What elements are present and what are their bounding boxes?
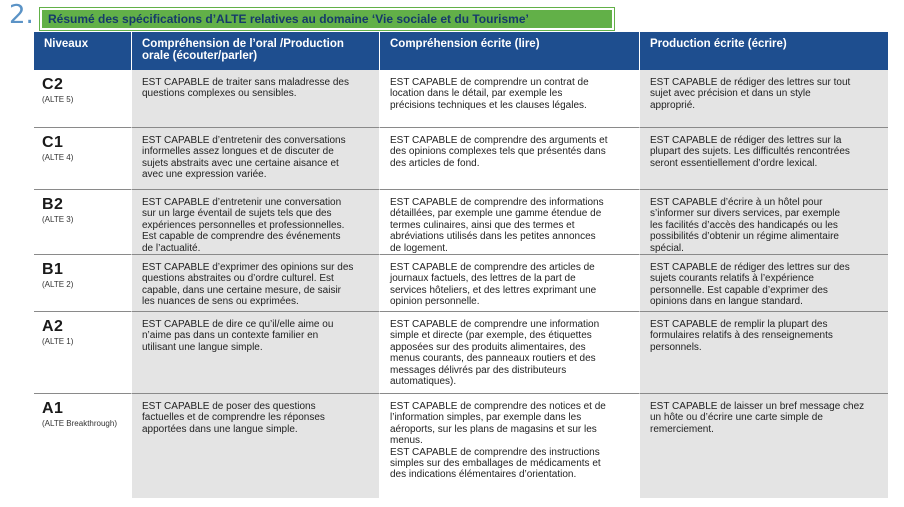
level-code: A2 xyxy=(42,318,64,336)
cell-text-line: seront essentiellement d’ordre lexical. xyxy=(650,157,818,169)
cell-text-line: personnelle. Est capable d’exprimer des xyxy=(650,284,828,296)
cell-text-line: messages délivrés par des distributeurs xyxy=(390,364,567,376)
oral-production-cell xyxy=(132,190,380,255)
cell-text-line: plupart des sujets. Les difficultés rencontrées xyxy=(650,146,850,158)
cell-text-line: location dans le détail, par exemple les xyxy=(390,88,563,100)
cell-text-line: sujets abstraits avec une certaine aisance et xyxy=(142,157,339,169)
header-line: Compréhension écrite (lire) xyxy=(390,38,540,50)
cell-text-line: formulaires relatifs à des renseignements xyxy=(650,330,833,342)
cell-text-line: menus courants, des panneaux routiers et des xyxy=(390,353,596,365)
cell-text-line: Est capable de comprendre des événements xyxy=(142,231,341,243)
oral-production-cell xyxy=(132,70,380,128)
cell-text-line: possibilités d’obtenir un régime alimentaire xyxy=(650,231,839,243)
cell-text-line: EST CAPABLE de comprendre des notices et de xyxy=(390,401,606,413)
cell-text-line: questions abstraites ou d’ordre culturel. Est xyxy=(142,273,334,285)
cell-text-line: précisions techniques et les clauses légales. xyxy=(390,99,587,111)
cell-text-line: EST CAPABLE de rédiger des lettres sur des xyxy=(650,262,850,274)
cell-text-line: des articles de fond. xyxy=(390,157,480,169)
cell-text-line: sujets courants relatifs à l’expérience xyxy=(650,273,814,285)
alte-level: (ALTE 3) xyxy=(42,215,74,224)
cell-text-line: de logement. xyxy=(390,242,448,254)
alte-level: (ALTE 5) xyxy=(42,95,74,104)
alte-level: (ALTE 2) xyxy=(42,280,74,290)
cell-text-line: EST CAPABLE de rédiger des lettres sur la xyxy=(650,135,842,146)
cell-text-line: remerciement. xyxy=(650,423,714,435)
cell-text-line: EST CAPABLE de comprendre des articles de xyxy=(390,262,595,274)
writing-cell xyxy=(640,394,888,498)
reading-cell xyxy=(380,312,640,394)
cell-text-line: s’informer sur divers services, par exemple xyxy=(650,208,841,220)
section-number: 2. xyxy=(9,0,34,30)
table-row xyxy=(34,70,888,128)
cell-text-line: EST CAPABLE de comprendre des informations xyxy=(390,197,604,208)
cell-text-line: EST CAPABLE de remplir la plupart des xyxy=(650,319,828,331)
cell-text-line: factuelles et de comprendre les réponses xyxy=(142,412,325,424)
header-line: Production écrite (écrire) xyxy=(650,38,787,50)
header-oral xyxy=(132,32,380,70)
reading-cell xyxy=(380,128,640,190)
cell-text-line: expériences personnelles et professionnelles. xyxy=(142,219,345,231)
cell-text-line: aéroports, sur les plans de magasins et sur les xyxy=(390,423,597,435)
cell-text-line: personnels. xyxy=(650,341,702,353)
writing-cell xyxy=(640,190,888,255)
cell-text-line: apposées sur des produits alimentaires, des xyxy=(390,341,586,353)
cell-text-line: EST CAPABLE de traiter sans maladresse des xyxy=(142,77,349,88)
table-row xyxy=(34,128,888,190)
table-header-row xyxy=(34,32,888,70)
cell-text-line: opinion personnelle. xyxy=(390,296,480,308)
level-code: C2 xyxy=(42,76,64,93)
cell-text-line: de l’actualité. xyxy=(142,242,201,254)
cell-text-line: EST CAPABLE d’exprimer des opinions sur des xyxy=(142,262,354,274)
cell-text-line: EST CAPABLE de comprendre des instructions xyxy=(390,446,600,458)
cell-text-line: journaux factuels, des lettres de la part de xyxy=(390,273,576,285)
level-code: C1 xyxy=(42,134,64,151)
cell-text-line: capable, dans une certaine mesure, de saisir xyxy=(142,284,342,296)
cell-text-line: spécial. xyxy=(650,242,684,254)
cell-text-line: EST CAPABLE de rédiger des lettres sur tout xyxy=(650,77,851,88)
level-code: B1 xyxy=(42,261,64,279)
writing-cell xyxy=(640,255,888,312)
cell-text-line: des opinions complexes tels que présentés dans xyxy=(390,146,606,158)
cell-text-line: EST CAPABLE d’écrire à un hôtel pour xyxy=(650,197,823,208)
cell-text-line: services hôteliers, et des lettres exprimant une xyxy=(390,284,597,296)
cell-text-line: sur un large éventail de sujets tels que des xyxy=(142,208,332,220)
cell-text-line: détaillées, par exemple une gamme étendue de xyxy=(390,208,602,220)
cell-text-line: questions complexes ou sensibles. xyxy=(142,88,297,100)
header-line: Compréhension de l’oral /Production xyxy=(142,38,344,50)
cell-text-line: EST CAPABLE d’entretenir une conversation xyxy=(142,197,342,208)
cell-text-line: sujet avec précision et dans un style xyxy=(650,88,811,100)
cell-text-line: avec une expression variée. xyxy=(142,169,267,181)
cell-text-line: informelles assez longues et de discuter de xyxy=(142,146,334,158)
level-cell xyxy=(34,190,132,255)
level-cell xyxy=(34,394,132,498)
cell-text-line: simples sur des emballages de médicaments et xyxy=(390,458,601,470)
writing-cell xyxy=(640,70,888,128)
cell-text-line: les nuances de sens ou exprimées. xyxy=(142,296,299,308)
header-line: Niveaux xyxy=(44,38,89,50)
oral-production-cell xyxy=(132,255,380,312)
level-code: B2 xyxy=(42,196,64,213)
level-cell xyxy=(34,312,132,394)
writing-cell xyxy=(640,312,888,394)
cell-text-line: EST CAPABLE de poser des questions xyxy=(142,401,316,413)
alte-level: (ALTE 1) xyxy=(42,337,74,347)
cell-text-line: EST CAPABLE de comprendre un contrat de xyxy=(390,77,589,88)
header-line: orale (écouter/parler) xyxy=(142,50,258,62)
cell-text-line: n’aime pas dans un contexte familier en xyxy=(142,330,319,342)
cell-text-line: apportées dans une langue simple. xyxy=(142,423,298,435)
header-levels xyxy=(34,32,132,70)
table-row xyxy=(34,255,888,312)
oral-production-cell xyxy=(132,312,380,394)
cell-text-line: automatiques). xyxy=(390,376,457,388)
alte-specifications-table xyxy=(34,32,888,498)
cell-text-line: l’information simples, par exemple dans les xyxy=(390,412,582,424)
table-row xyxy=(34,190,888,255)
cell-text-line: abréviations utilisés dans les petites annonces xyxy=(390,231,596,243)
oral-production-cell xyxy=(132,128,380,190)
title-banner xyxy=(40,8,614,30)
cell-text-line: EST CAPABLE de laisser un bref message chez xyxy=(650,401,865,413)
level-cell xyxy=(34,255,132,312)
cell-text-line: opinions dans en langue standard. xyxy=(650,296,803,308)
cell-text-line: un hôte ou d’écrire une carte simple de xyxy=(650,412,823,424)
cell-text-line: les facilités d’accès des handicapés ou les xyxy=(650,219,838,231)
cell-text-line: menus. xyxy=(390,435,423,447)
cell-text-line: EST CAPABLE de comprendre des arguments et xyxy=(390,135,608,146)
header-reading xyxy=(380,32,640,70)
header-writing xyxy=(640,32,888,70)
cell-text-line: utilisant une langue simple. xyxy=(142,341,263,353)
alte-level: (ALTE 4) xyxy=(42,153,74,162)
level-cell xyxy=(34,128,132,190)
cell-text-line: EST CAPABLE d’entretenir des conversations xyxy=(142,135,346,146)
reading-cell xyxy=(380,70,640,128)
cell-text-line: des indications élémentaires d’orientation. xyxy=(390,469,577,481)
cell-text-line: EST CAPABLE de dire ce qu’il/elle aime ou xyxy=(142,319,334,331)
table-row xyxy=(34,312,888,394)
reading-cell xyxy=(380,394,640,498)
cell-text-line: simple et directe (par exemple, des étiquettes xyxy=(390,330,592,342)
page-title: Résumé des spécifications d’ALTE relatives au domaine ‘Vie sociale et du Tourisme’ xyxy=(48,12,529,26)
table-row xyxy=(34,394,888,498)
oral-production-cell xyxy=(132,394,380,498)
level-code: A1 xyxy=(42,400,64,418)
cell-text-line: EST CAPABLE de comprendre une information xyxy=(390,319,600,331)
reading-cell xyxy=(380,255,640,312)
cell-text-line: termes culinaires, ainsi que des termes et xyxy=(390,219,575,231)
reading-cell xyxy=(380,190,640,255)
cell-text-line: approprié. xyxy=(650,99,696,111)
writing-cell xyxy=(640,128,888,190)
alte-level: (ALTE Breakthrough) xyxy=(42,419,117,429)
level-cell xyxy=(34,70,132,128)
